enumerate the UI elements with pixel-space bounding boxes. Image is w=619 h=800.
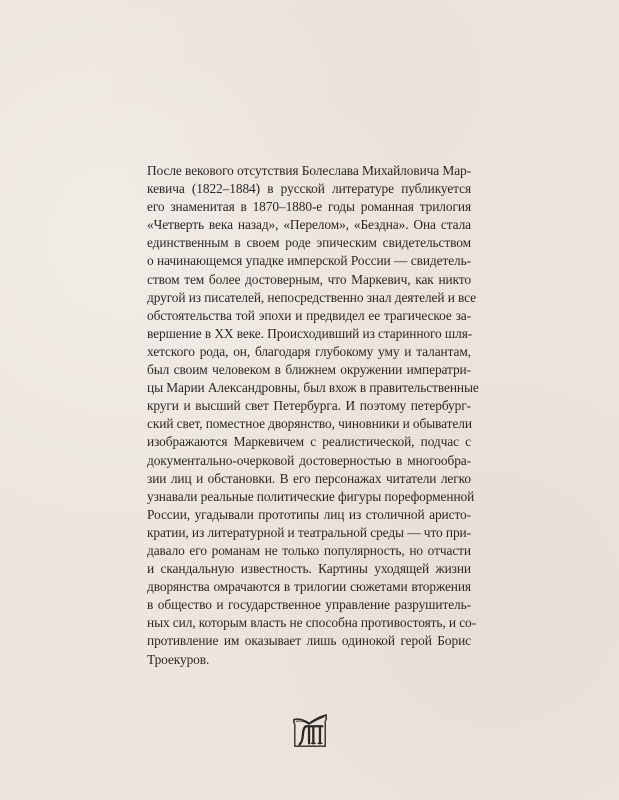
annotation-line: ством тем более достоверным, что Маркевич, как никто: [147, 271, 471, 287]
annotation-line: вершение в XX веке. Происходивший из старинного шля-: [147, 325, 473, 341]
annotation-line: цы Марии Александровны, был вхож в правительственные: [147, 380, 479, 396]
publisher-logo: [291, 712, 329, 750]
book-annotation-text: [147, 162, 479, 669]
annotation-line: в общество и государственное управление разрушитель-: [147, 597, 471, 613]
annotation-line: был своим человеком в ближнем окружении императри-: [147, 362, 471, 378]
open-book-logo-icon: [291, 712, 329, 750]
annotation-line: единственным в своем роде эпическим свидетельством: [147, 235, 471, 251]
annotation-line: России, угадывали прототипы лиц из столичной аристо-: [147, 506, 471, 522]
annotation-line: ных сил, которым власть не способна противостоять, и со-: [147, 615, 476, 631]
annotation-line: узнавали реальные политические фигуры пореформенной: [147, 488, 475, 504]
annotation-line: его знаменитая в 1870–1880-е годы романная трилогия: [147, 199, 471, 215]
annotation-line: круги и высший свет Петербурга. И поэтому петербург-: [147, 398, 471, 414]
annotation-line: кевича (1822–1884) в русской литературе публикуется: [147, 181, 471, 197]
annotation-line: обстоятельства той эпохи и предвидел ее трагическое за-: [147, 307, 471, 323]
annotation-line: и скандальную известность. Картины уходящей жизни: [147, 561, 471, 577]
annotation-line: давало его романам не только популярность, но отчасти: [147, 542, 471, 558]
annotation-line: изображаются Маркевичем с реалистической, подчас с: [147, 434, 471, 450]
annotation-line: «Четверть века назад», «Перелом», «Бездна». Она стала: [147, 217, 471, 233]
annotation-line: хетского рода, он, благодаря глубокому уму и талантам,: [147, 343, 471, 359]
annotation-line: другой из писателей, непосредственно знал деятелей и все: [147, 289, 477, 305]
annotation-line: ский свет, поместное дворянство, чиновники и обыватели: [147, 416, 472, 432]
annotation-line: После векового отсутствия Болеслава Михайловича Мар-: [147, 163, 471, 178]
annotation-line: о начинающемся упадке имперской России — свидетель-: [147, 253, 471, 269]
annotation-line: зии лиц и обстановки. В его персонажах читатели легко: [147, 470, 471, 486]
annotation-line: документально-очерковой достоверностью в многообра-: [147, 452, 471, 468]
annotation-line: дворянства омрачаются в трилогии сюжетами вторжения: [147, 579, 471, 595]
annotation-line: кратии, из литературной и театральной среды — что при-: [147, 524, 471, 540]
annotation-line: Троекуров.: [147, 651, 210, 667]
annotation-line: противление им оказывает лишь одинокой герой Борис: [147, 633, 471, 649]
